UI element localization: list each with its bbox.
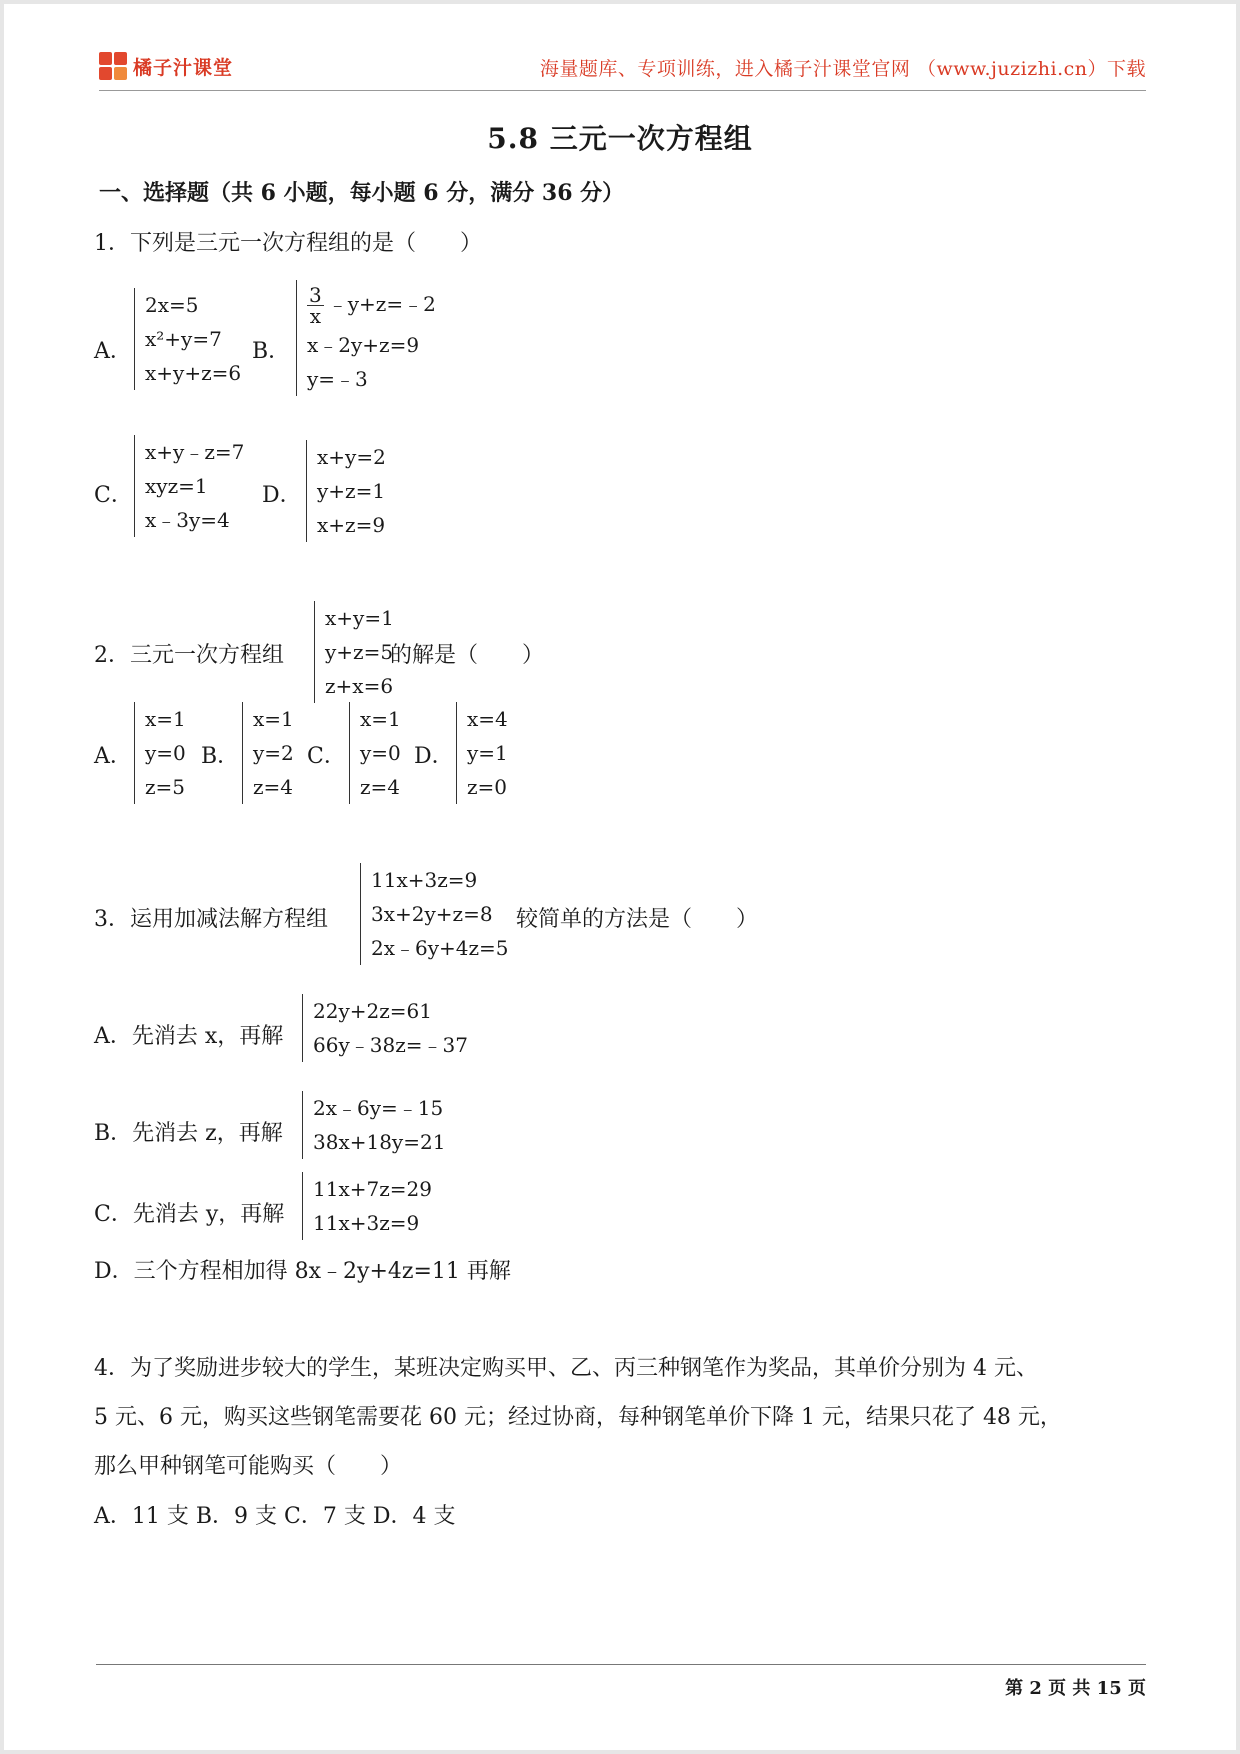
equation: z=4 (360, 775, 401, 799)
q4-options: A．11 支 B．9 支 C．7 支 D．4 支 (94, 1504, 456, 1529)
equation: 11x+3z=9 (371, 868, 478, 892)
equation: x²+y=7 (145, 327, 222, 351)
q3-option-c-system (302, 1172, 432, 1240)
equation: x+y=2 (317, 445, 386, 469)
q3-option-a-system (302, 994, 468, 1062)
equation: $\frac{3}{x}$ ﹣y+z=﹣2 (309, 283, 436, 328)
equation: z+x=6 (325, 674, 394, 698)
equation: 2x=5 (145, 293, 199, 317)
equation: 22y+2z=61 (313, 999, 432, 1023)
brand-logo[interactable] (99, 48, 233, 84)
q3-option-d-text: D．三个方程相加得 8x﹣2y+4z=11 再解 (94, 1259, 511, 1284)
equation: x+y=1 (325, 606, 394, 630)
q2-option-d-label: D． (414, 744, 454, 769)
equation: z=0 (467, 775, 508, 799)
q3-option-a-text: A．先消去 x，再解 (94, 1024, 284, 1049)
equation: x=1 (253, 707, 294, 731)
q1-option-d-label: D． (262, 483, 302, 508)
page-number: 第 2 页 共 15 页 (1005, 1678, 1146, 1699)
section-heading: 一、选择题（共 6 小题，每小题 6 分，满分 36 分） (99, 180, 625, 206)
q3-option-c-text: C．先消去 y，再解 (94, 1202, 285, 1227)
equation: 2x﹣6y=﹣15 (313, 1096, 444, 1120)
equation: y=0 (145, 741, 186, 765)
q1-option-d-system (306, 440, 386, 542)
q2-option-d-system (456, 702, 508, 804)
q2-stem-end: 的解是（ ） (390, 643, 545, 668)
q1-option-b-system (296, 280, 436, 396)
q4-line-3: 那么甲种钢笔可能购买（ ） (94, 1454, 403, 1479)
q1-stem: 1．下列是三元一次方程组的是（ ） (94, 231, 482, 256)
logo-icon (99, 52, 127, 80)
equation: 2x﹣6y+4z=5 (371, 936, 509, 960)
equation: y=0 (360, 741, 401, 765)
q2-option-c-system (349, 702, 401, 804)
equation: y=2 (253, 741, 294, 765)
equation: y=﹣3 (307, 367, 368, 391)
q1-option-c-system (134, 435, 244, 537)
q3-stem-start: 3．运用加减法解方程组 (94, 907, 328, 932)
q2-system (314, 601, 394, 703)
equation: x﹣2y+z=9 (307, 333, 420, 357)
equation: 11x+3z=9 (313, 1211, 420, 1235)
q3-system (360, 863, 509, 965)
equation: y+z=1 (317, 479, 386, 503)
document-page (4, 4, 1236, 1750)
q4-line-1: 4．为了奖励进步较大的学生，某班决定购买甲、乙、丙三种钢笔作为奖品，其单价分别为 4 元、 (94, 1356, 1038, 1381)
q4-line-2: 5 元、6 元，购买这些钢笔需要花 60 元；经过协商，每种钢笔单价下降 1 元，结果只花了 48 元， (94, 1405, 1062, 1430)
equation: 38x+18y=21 (313, 1130, 446, 1154)
q3-option-b-system (302, 1091, 445, 1159)
fraction: $\frac{3}{x}$ (309, 283, 322, 328)
equation: x=1 (360, 707, 401, 731)
equation: z=4 (253, 775, 294, 799)
page-header (99, 48, 1146, 91)
page-title: 5.8 三元一次方程组 (487, 122, 753, 155)
q2-option-a-label: A． (94, 744, 132, 769)
equation: x+y﹣z=7 (145, 440, 245, 464)
equation: x+z=9 (317, 513, 386, 537)
q2-option-b-system (242, 702, 294, 804)
q1-option-b-label: B． (252, 339, 291, 364)
equation: x﹣3y=4 (145, 508, 230, 532)
footer-divider (96, 1664, 1146, 1665)
equation: 3x+2y+z=8 (371, 902, 493, 926)
q1-option-a-label: A． (94, 339, 132, 364)
equation: y=1 (467, 741, 508, 765)
equation: x+y+z=6 (145, 361, 242, 385)
logo-text: 橘子汁课堂 (133, 56, 234, 79)
equation: xyz=1 (145, 474, 208, 498)
equation: x=4 (467, 707, 508, 731)
q3-stem-end: 较简单的方法是（ ） (516, 907, 759, 932)
q3-option-b-text: B．先消去 z，再解 (94, 1121, 283, 1146)
equation: z=5 (145, 775, 186, 799)
equation: 11x+7z=29 (313, 1177, 432, 1201)
q2-option-c-label: C． (307, 744, 346, 769)
header-slogan: 海量题库、专项训练，进入橘子汁课堂官网 （www.juzizhi.cn）下载 (539, 58, 1146, 80)
equation: 66y﹣38z=﹣37 (313, 1033, 468, 1057)
q2-option-a-system (134, 702, 186, 804)
q2-stem-start: 2．三元一次方程组 (94, 643, 284, 668)
q2-option-b-label: B． (201, 744, 240, 769)
equation: x=1 (145, 707, 186, 731)
q1-option-a-system (134, 288, 241, 390)
q1-option-c-label: C． (94, 483, 133, 508)
equation: y+z=5 (325, 640, 394, 664)
